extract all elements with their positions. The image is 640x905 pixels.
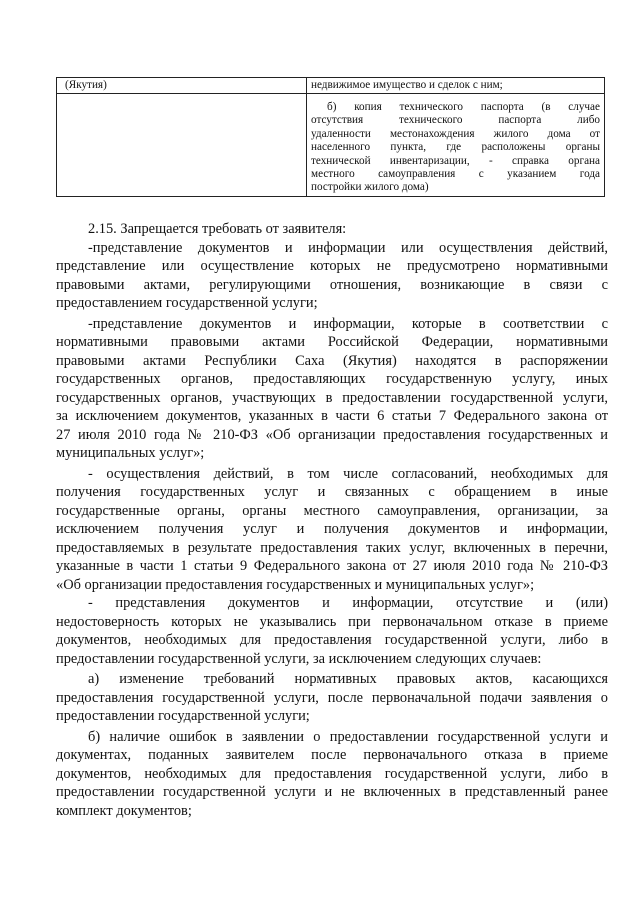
section-heading: 2.15. Запрещается требовать от заявителя: — [88, 221, 347, 237]
paragraph-line: а) изменение требований нормативных правовых актов, касающихся — [88, 671, 608, 687]
paragraph-line: недостоверность которых не указывались при первоначальном отказе в приеме — [56, 613, 608, 630]
paragraph-line: предоставлении государственной услуги, за исключением следующих случаев: — [56, 650, 542, 667]
paragraph-line: -представление документов и информации или осуществления действий, — [88, 239, 608, 256]
paragraph-line: представление или осуществление которых не предусмотрено нормативными — [56, 258, 608, 274]
paragraph-line: 27 июля 2010 года № 210-ФЗ «Об организации предоставления государственных и — [56, 426, 608, 443]
table-cell-empty — [57, 94, 307, 197]
table-cell-line: удаленности местонахождения жилого дома от — [311, 127, 600, 140]
table-cell-region — [57, 78, 307, 94]
table-cell-line: постройки жилого дома) — [311, 181, 429, 194]
paragraph-line: за исключением документов, указанных в части 6 статьи 7 Федерального закона от — [56, 408, 608, 424]
document-body — [56, 220, 608, 820]
paragraph-line: государственные органы, органы местного самоуправления, организации, за — [56, 502, 608, 519]
table-cell-text: недвижимое имущество и сделок с ним; — [311, 79, 503, 91]
paragraph-line: правовыми актами Республики Саха (Якутия) находятся в распоряжении — [56, 352, 608, 369]
paragraph-line: предоставляемых в результате предоставления таких услуг, включенных в перечни, — [56, 539, 608, 556]
paragraph-line: -представление документов и информации, которые в соответствии с — [88, 315, 608, 332]
paragraph-line: исключением получения услуг и получения документов и информации, — [56, 521, 608, 537]
paragraph-line: государственных органов, участвующих в предоставлении государственной услуги, — [56, 389, 608, 406]
table-cell-text: (Якутия) — [65, 79, 107, 91]
paragraph-line: б) наличие ошибок в заявлении о предоставлении государственной услуги и — [88, 728, 608, 745]
paragraph-line: нормативными правовыми актами Российской Федерации, нормативными — [56, 334, 608, 350]
table-cell-line: отсутствия технического паспорта либо — [311, 114, 600, 127]
paragraph-line: документах, поданных заявителем после первоначального отказа в приеме — [56, 747, 608, 763]
table-row — [57, 78, 605, 94]
table-cell-line: населенного пункта, где расположены органы — [311, 141, 600, 154]
paragraph-line: документов, необходимых для предоставления государственной услуги, либо в — [56, 632, 608, 648]
table-cell-description — [307, 94, 605, 197]
table-cell-line: технической инвентаризации, - справка органа — [311, 154, 600, 167]
document-table — [56, 77, 605, 197]
paragraph-line: муниципальных услуг»; — [56, 445, 205, 461]
table-cell-description — [307, 78, 605, 94]
paragraph-line: указанные в части 1 статьи 9 Федерального закона от 27 июля 2010 года № 210-ФЗ — [56, 558, 608, 574]
paragraph-line: - представления документов и информации, отсутствие и (или) — [88, 595, 608, 611]
paragraph-line: предоставлением государственной услуги; — [56, 295, 318, 311]
table-cell-line: местного самоуправления с указанием года — [311, 168, 600, 181]
paragraph-line: государственных органов, предоставляющих государственную услугу, иных — [56, 371, 608, 387]
table-row — [57, 94, 605, 197]
paragraph-line: предоставления государственной услуги, после первоначальной подачи заявления о — [56, 689, 608, 706]
paragraph-line: правовыми актами, регулирующими отношения, возникающие в связи с — [56, 276, 608, 293]
paragraph-line: предоставлении государственной услуги; — [56, 708, 310, 724]
paragraph-line: комплект документов; — [56, 802, 192, 819]
paragraph-line: предоставлении государственной услуги и не включенных в представленный ранее — [56, 784, 608, 800]
paragraph-line: документов, необходимых для предоставления государственной услуги, либо в — [56, 765, 608, 782]
table-cell-line: б) копия технического паспорта (в случае — [327, 101, 600, 113]
paragraph-line: «Об организации предоставления государственных и муниципальных услуг»; — [56, 576, 535, 593]
paragraph-line: получения государственных услуг и связанных с обращением в иные — [56, 484, 608, 500]
paragraph-line: - осуществления действий, в том числе согласований, необходимых для — [88, 465, 608, 482]
